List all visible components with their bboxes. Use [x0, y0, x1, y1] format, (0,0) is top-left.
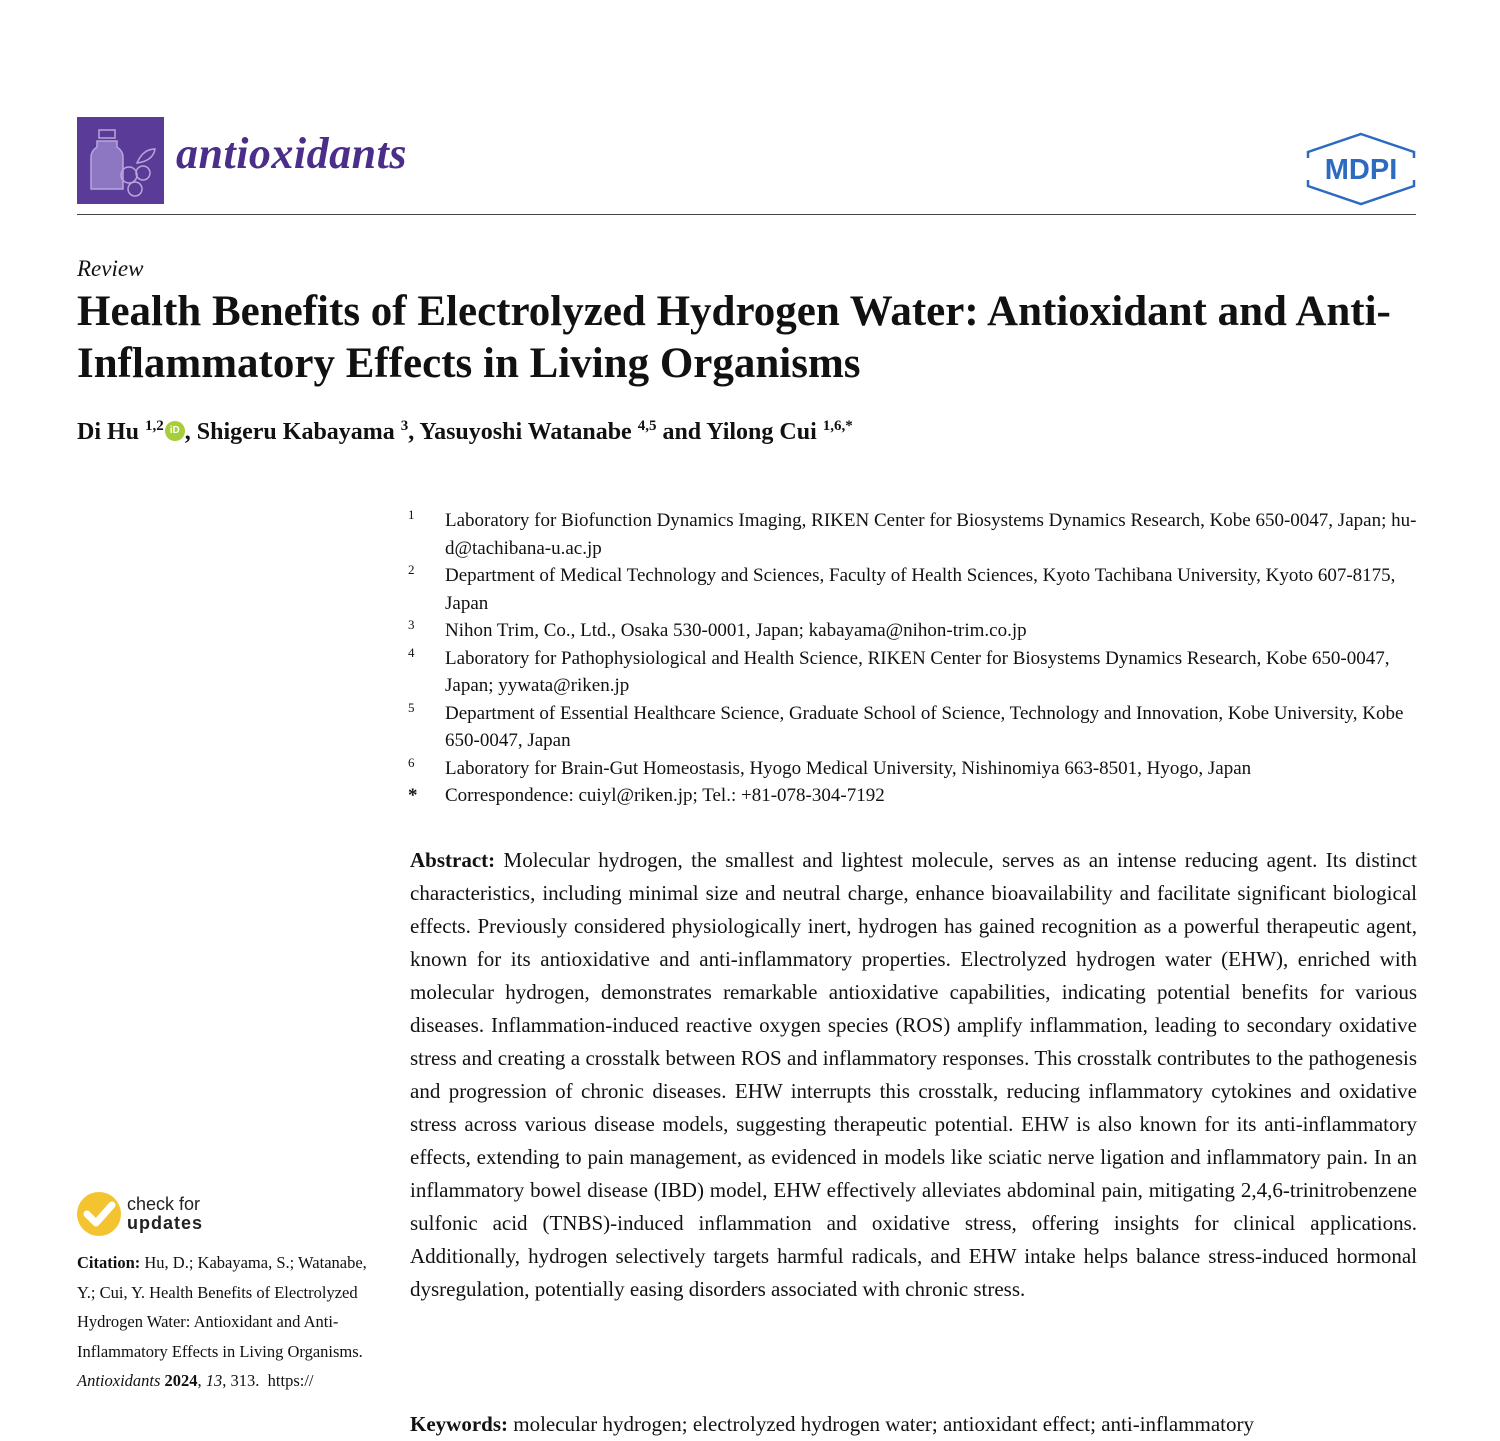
affiliation-number: 2 — [408, 562, 415, 577]
abstract-label: Abstract: — [410, 848, 496, 872]
author-name[interactable]: Di Hu — [77, 419, 140, 445]
correspondence-item — [408, 782, 1418, 810]
check-updates-label-bold: updates — [127, 1213, 204, 1233]
affiliation-text: Department of Medical Technology and Sciences, Faculty of Health Sciences, Kyoto Tachibana University, Kyoto 607-8175, Japan — [445, 565, 1396, 614]
journal-name: antioxidants — [176, 129, 407, 178]
correspondence-text: Correspondence: cuiyl@riken.jp; Tel.: +81-078-304-7192 — [445, 785, 885, 806]
check-updates-label: check for — [127, 1194, 201, 1214]
citation-doi-link[interactable]: https:// — [267, 1371, 314, 1390]
header-divider — [77, 214, 1416, 215]
article-type: Review — [77, 256, 144, 281]
citation-journal: Antioxidants — [77, 1371, 161, 1390]
author-separator: and — [656, 419, 707, 445]
affiliation-item — [408, 755, 1418, 783]
article-title: Health Benefits of Electrolyzed Hydrogen Water: Antioxidant and Anti-Inflammatory Effects in Living Organisms — [77, 288, 1391, 387]
bottle-berries-icon — [77, 117, 164, 204]
affiliation-number: 4 — [408, 644, 415, 660]
affiliation-text: Department of Essential Healthcare Science, Graduate School of Science, Technology and Innovation, Kobe University, Kobe 650-0047, Japan — [445, 702, 1404, 751]
author-affiliation-sup: 3 — [400, 418, 409, 434]
orcid-icon[interactable]: iD — [165, 421, 185, 441]
keywords-text: molecular hydrogen; electrolyzed hydrogen water; antioxidant effect; anti-inflammatory — [513, 1412, 1254, 1436]
citation-pages: , 313. — [222, 1371, 260, 1390]
author-affiliation-sup: 1,2 — [145, 418, 164, 434]
affiliation-item — [408, 617, 1418, 645]
keywords-label: Keywords: — [410, 1412, 508, 1436]
affiliation-number: 3 — [408, 617, 415, 632]
affiliation-text: Laboratory for Biofunction Dynamics Imaging, RIKEN Center for Biosystems Dynamics Research, Kobe 650-0047, Japan; hu-d@tachibana-u.ac.jp — [445, 510, 1417, 559]
mdpi-logo — [1306, 132, 1416, 206]
check-for-updates-button[interactable] — [77, 1192, 217, 1238]
affiliation-text: Nihon Trim, Co., Ltd., Osaka 530-0001, Japan; kabayama@nihon-trim.co.jp — [445, 620, 1027, 641]
citation: Citation: Hu, D.; Kabayama, S.; Watanabe, Y.; Cui, Y. Health Benefits of Electrolyzed Hydrogen Water: Antioxidant and Anti-Inflammatory Effects in Living Organisms. Antioxidants 2024, 13, 313. https:// — [77, 1253, 367, 1390]
keywords — [410, 1408, 1420, 1441]
affiliation-number: 1 — [408, 507, 415, 522]
affiliations-list — [408, 507, 1418, 810]
citation-text: Hu, D.; Kabayama, S.; Watanabe, Y.; Cui, Y. Health Benefits of Electrolyzed Hydrogen Water: Antioxidant and Anti-Inflammatory Effects in Living Organisms. — [77, 1253, 367, 1361]
affiliation-item — [408, 700, 1418, 755]
affiliation-number: 5 — [408, 699, 415, 715]
mdpi-hexagon-icon — [1306, 132, 1416, 206]
author-name[interactable]: Shigeru Kabayama — [196, 419, 395, 445]
author-name[interactable]: Yilong Cui — [706, 419, 817, 445]
abstract — [410, 844, 1417, 1306]
author-affiliation-sup: 1,6,* — [822, 418, 853, 434]
author-separator: , — [184, 419, 197, 445]
citation-year: 2024 — [164, 1371, 198, 1390]
checkmark-icon — [77, 1192, 121, 1236]
affiliation-text: Laboratory for Pathophysiological and Health Science, RIKEN Center for Biosystems Dynamics Research, Kobe 650-0047, Japan; yywata@riken.jp — [445, 647, 1390, 696]
correspondence-marker: * — [408, 785, 418, 806]
affiliation-number: 6 — [408, 754, 415, 770]
author-affiliation-sup: 4,5 — [637, 418, 657, 434]
affiliation-item — [408, 562, 1418, 617]
affiliation-text: Laboratory for Brain-Gut Homeostasis, Hyogo Medical University, Nishinomiya 663-8501, Hyogo, Japan — [445, 757, 1252, 779]
journal-logo — [77, 117, 164, 204]
author-separator: , — [408, 419, 420, 445]
mdpi-text: MDPI — [1324, 154, 1398, 186]
author-list — [77, 419, 853, 446]
affiliation-item — [408, 507, 1418, 562]
abstract-text: Molecular hydrogen, the smallest and lightest molecule, serves as an intense reducing agent. Its distinct characteristics, including minimal size and neutral charge, enhance bioavailability and facilitate significant biological effects. Previously considered physiologically inert, hydrogen has gained recognition as a powerful therapeutic agent, known for its antioxidative and anti-inflammatory properties. Electrolyzed hydrogen water (EHW), enriched with molecular hydrogen, demonstrates remarkable antioxidative capabilities, indicating potential benefits for various diseases. Inflammation-induced reactive oxygen species (ROS) amplify inflammation, leading to secondary oxidative stress and creating a crosstalk between ROS and inflammatory responses. This crosstalk contributes to the pathogenesis and progression of chronic diseases. EHW interrupts this crosstalk, reducing inflammatory cytokines and oxidative stress across various disease models, suggesting therapeutic potential. EHW is also known for its anti-inflammatory effects, extending to pain management, as evidenced in models like sciatic nerve ligation and inflammatory pain. In an inflammatory bowel disease (IBD) model, EHW effectively alleviates abdominal pain, mitigating 2,4,6-trinitrobenzene sulfonic acid (TNBS)-induced inflammation and oxidative stress, offering insights for clinical applications. Additionally, hydrogen selectively targets harmful radicals, and EHW intake helps balance stress-induced hormonal dysregulation, potentially easing disorders associated with chronic stress. — [410, 848, 1417, 1301]
citation-label: Citation: — [77, 1253, 141, 1272]
author-name[interactable]: Yasuyoshi Watanabe — [419, 419, 632, 445]
affiliation-item — [408, 645, 1418, 700]
citation-volume: 13 — [205, 1371, 223, 1390]
